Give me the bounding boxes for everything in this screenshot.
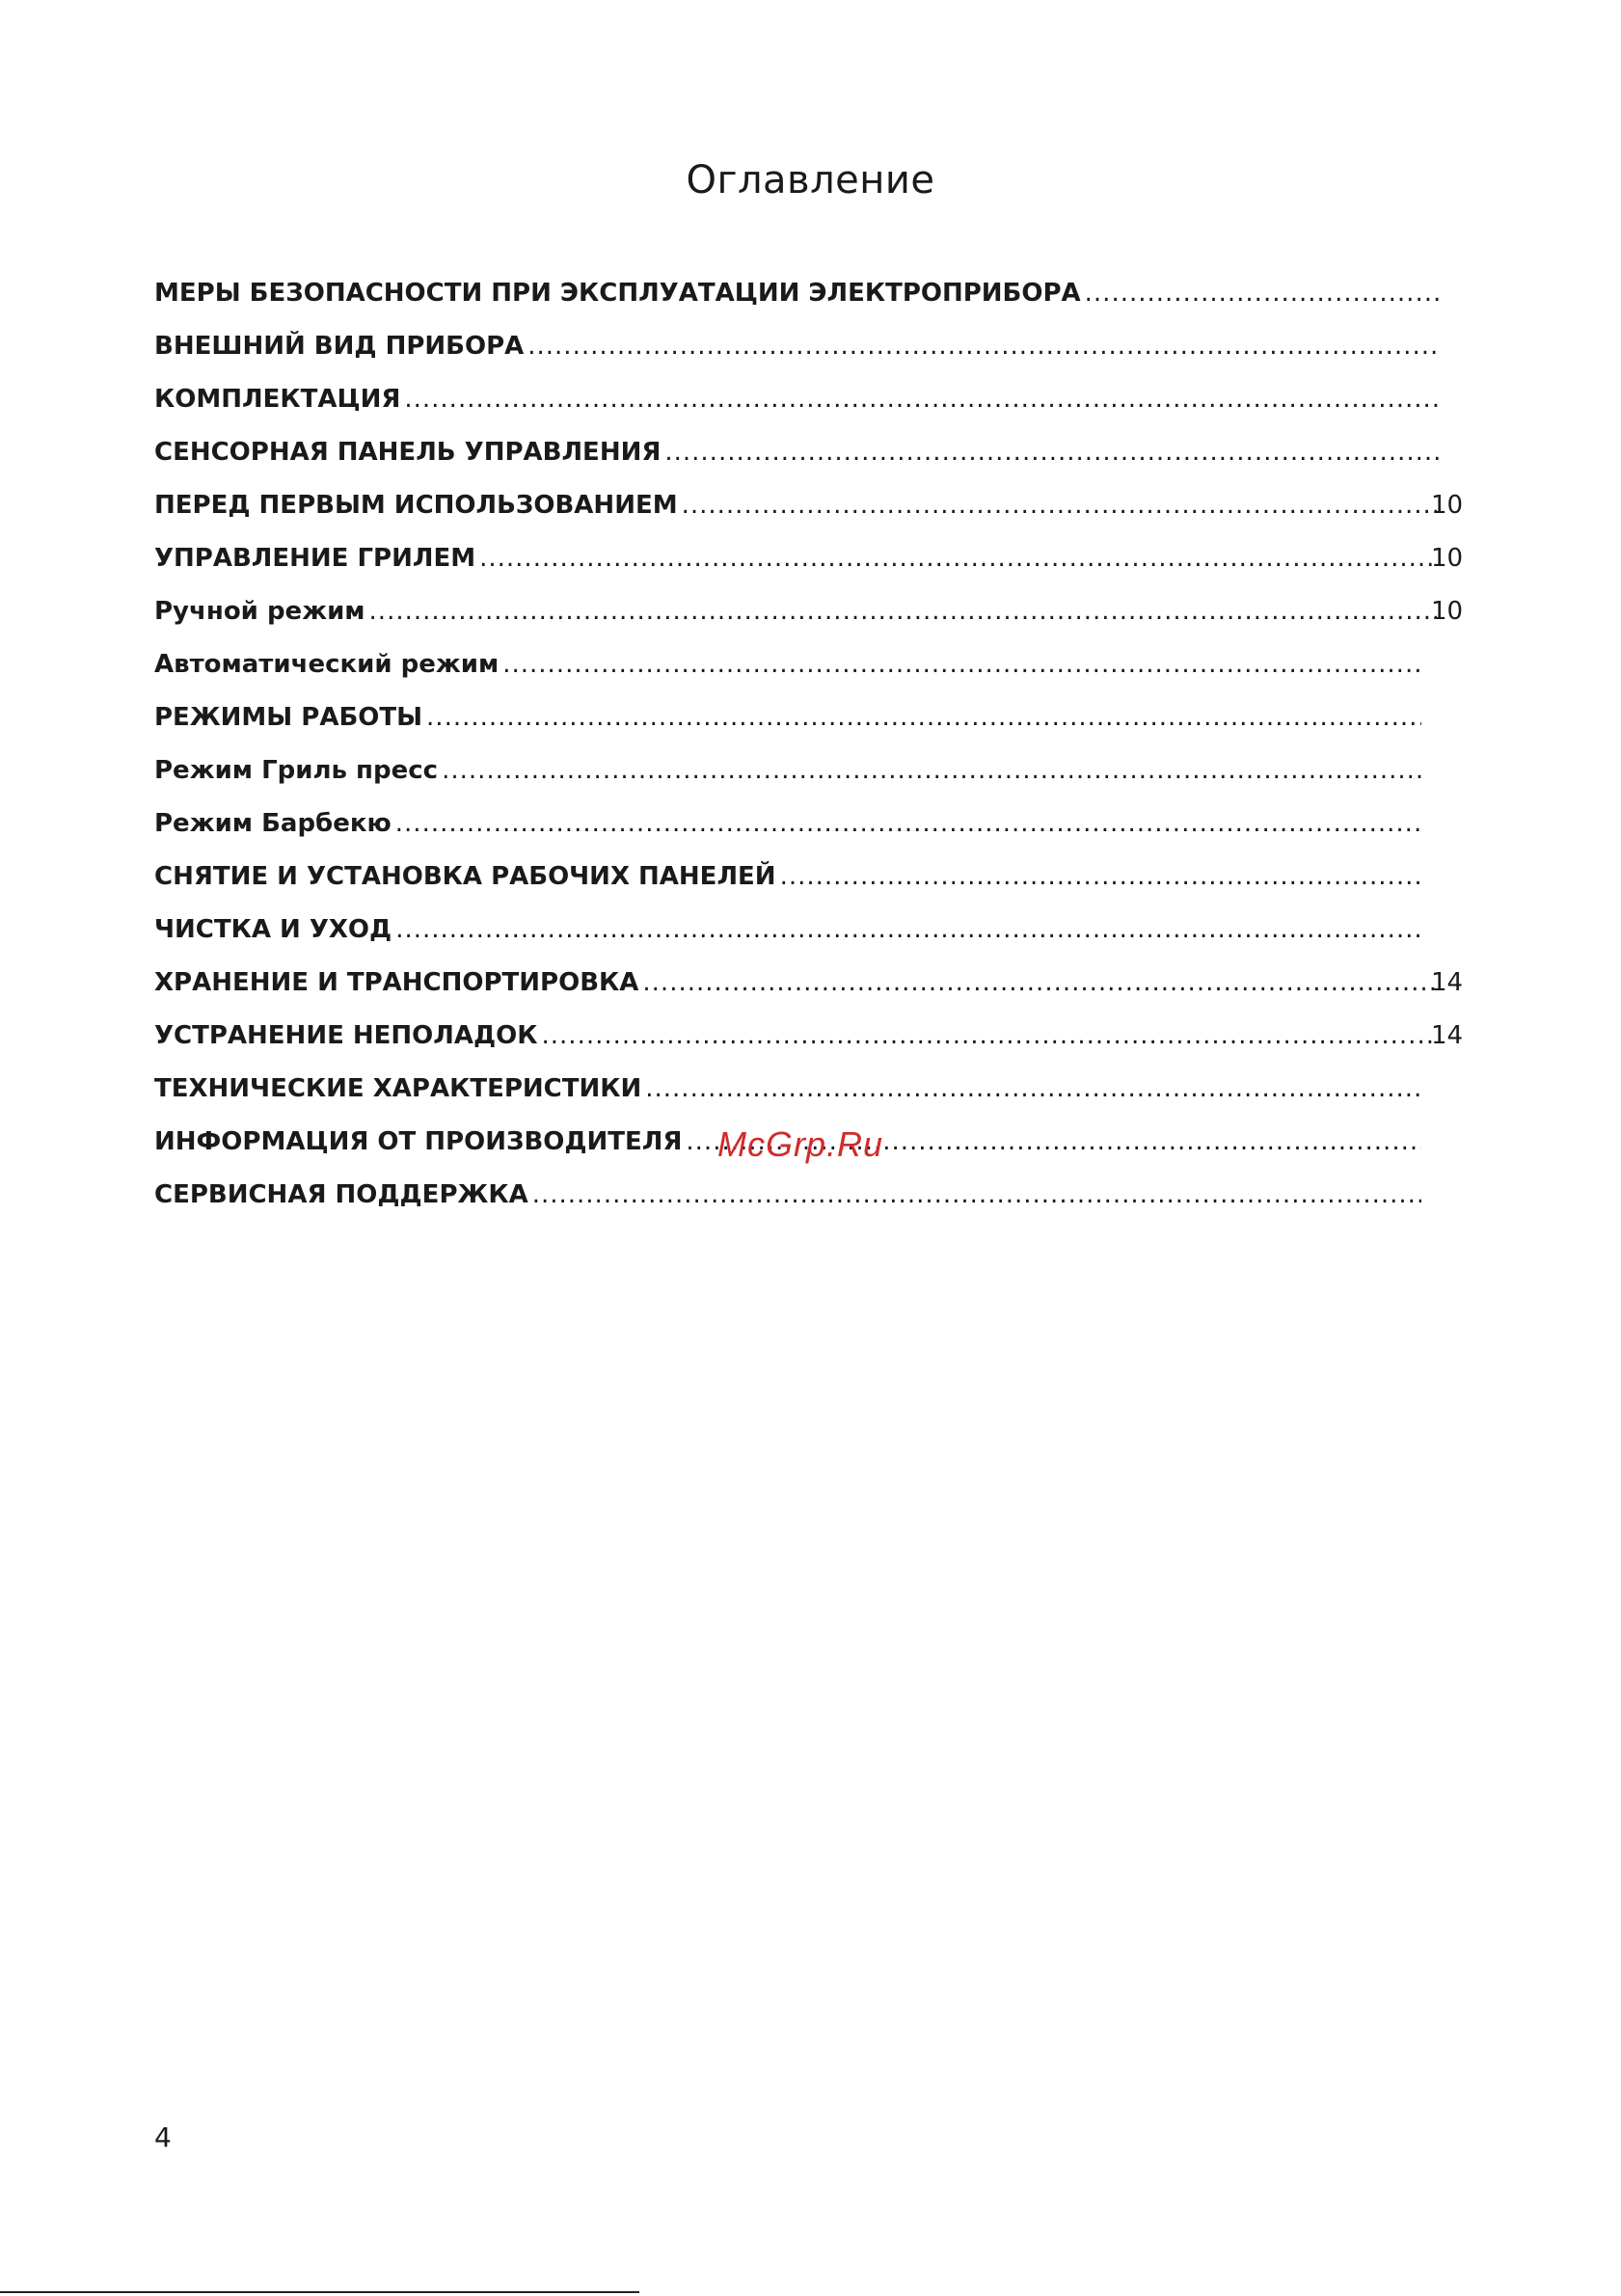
toc-entry-label: КОМПЛЕКТАЦИЯ	[154, 385, 401, 414]
toc-leader-dots	[426, 696, 1421, 739]
table-of-contents	[154, 272, 1466, 1227]
toc-entry-label: ТЕХНИЧЕСКИЕ ХАРАКТЕРИСТИКИ	[154, 1074, 642, 1103]
toc-leader-dots	[442, 749, 1421, 792]
toc-entry-grill-control[interactable]	[154, 537, 1466, 590]
toc-entry-label: СЕРВИСНАЯ ПОДДЕРЖКА	[154, 1180, 528, 1209]
toc-entry-cleaning[interactable]	[154, 908, 1466, 961]
toc-entry-operating-modes[interactable]	[154, 696, 1466, 749]
toc-entry-label: ЧИСТКА И УХОД	[154, 915, 392, 944]
toc-leader-dots	[502, 643, 1421, 686]
footer-rule	[0, 2291, 639, 2293]
toc-entry-page: 14	[1431, 1021, 1464, 1050]
toc-entry-auto-mode[interactable]	[154, 643, 1466, 696]
toc-entry-manual-mode[interactable]	[154, 590, 1466, 643]
toc-entry-label: МЕРЫ БЕЗОПАСНОСТИ ПРИ ЭКСПЛУАТАЦИИ ЭЛЕКТРОПРИБОРА	[154, 279, 1081, 308]
toc-leader-dots	[542, 1014, 1437, 1057]
toc-entry-label: ПЕРЕД ПЕРВЫМ ИСПОЛЬЗОВАНИЕМ	[154, 491, 678, 520]
toc-entry-label: УПРАВЛЕНИЕ ГРИЛЕМ	[154, 544, 476, 573]
toc-entry-contents[interactable]	[154, 378, 1466, 431]
toc-entry-panels[interactable]	[154, 855, 1466, 908]
toc-leader-dots	[369, 590, 1437, 633]
toc-entry-label: СЕНСОРНАЯ ПАНЕЛЬ УПРАВЛЕНИЯ	[154, 438, 662, 467]
toc-leader-dots	[404, 378, 1439, 420]
toc-leader-dots	[532, 1174, 1421, 1216]
toc-entry-first-use[interactable]	[154, 484, 1466, 537]
toc-leader-dots	[682, 484, 1437, 527]
toc-entry-touch-panel[interactable]	[154, 431, 1466, 484]
toc-leader-dots	[527, 325, 1439, 367]
toc-entry-label: Ручной режим	[154, 597, 365, 626]
toc-entry-page: 10	[1431, 491, 1464, 520]
page-number: 4	[154, 2121, 172, 2153]
toc-entry-label: ВНЕШНИЙ ВИД ПРИБОРА	[154, 332, 525, 361]
watermark: McGrp.Ru	[717, 1124, 884, 1164]
toc-entry-label: РЕЖИМЫ РАБОТЫ	[154, 703, 423, 732]
toc-entry-specifications[interactable]	[154, 1067, 1466, 1121]
toc-leader-dots	[1085, 272, 1439, 314]
toc-leader-dots	[395, 908, 1421, 951]
toc-leader-dots	[395, 802, 1421, 845]
toc-entry-service-support[interactable]	[154, 1174, 1466, 1227]
toc-entry-troubleshooting[interactable]	[154, 1014, 1466, 1067]
page-title: Оглавление	[686, 158, 935, 203]
toc-entry-label: Режим Гриль пресс	[154, 756, 439, 785]
toc-entry-storage[interactable]	[154, 961, 1466, 1014]
toc-leader-dots	[645, 1067, 1421, 1110]
toc-entry-label: СНЯТИЕ И УСТАНОВКА РАБОЧИХ ПАНЕЛЕЙ	[154, 862, 776, 891]
toc-entry-label: УСТРАНЕНИЕ НЕПОЛАДОК	[154, 1021, 538, 1050]
toc-entry-appearance[interactable]	[154, 325, 1466, 378]
toc-entry-page: 10	[1431, 544, 1464, 573]
toc-entry-label: ИНФОРМАЦИЯ ОТ ПРОИЗВОДИТЕЛЯ	[154, 1127, 683, 1156]
toc-leader-dots	[479, 537, 1437, 580]
toc-entry-label: Режим Барбекю	[154, 809, 392, 838]
toc-leader-dots	[780, 855, 1421, 898]
toc-entry-label: ХРАНЕНИЕ И ТРАНСПОРТИРОВКА	[154, 968, 639, 997]
toc-entry-label: Автоматический режим	[154, 650, 500, 679]
toc-leader-dots	[642, 961, 1437, 1004]
toc-entry-press-mode[interactable]	[154, 749, 1466, 802]
toc-entry-bbq-mode[interactable]	[154, 802, 1466, 855]
toc-entry-page: 14	[1431, 968, 1464, 997]
toc-leader-dots	[664, 431, 1439, 473]
toc-entry-page: 10	[1431, 597, 1464, 626]
toc-entry-safety[interactable]	[154, 272, 1466, 325]
